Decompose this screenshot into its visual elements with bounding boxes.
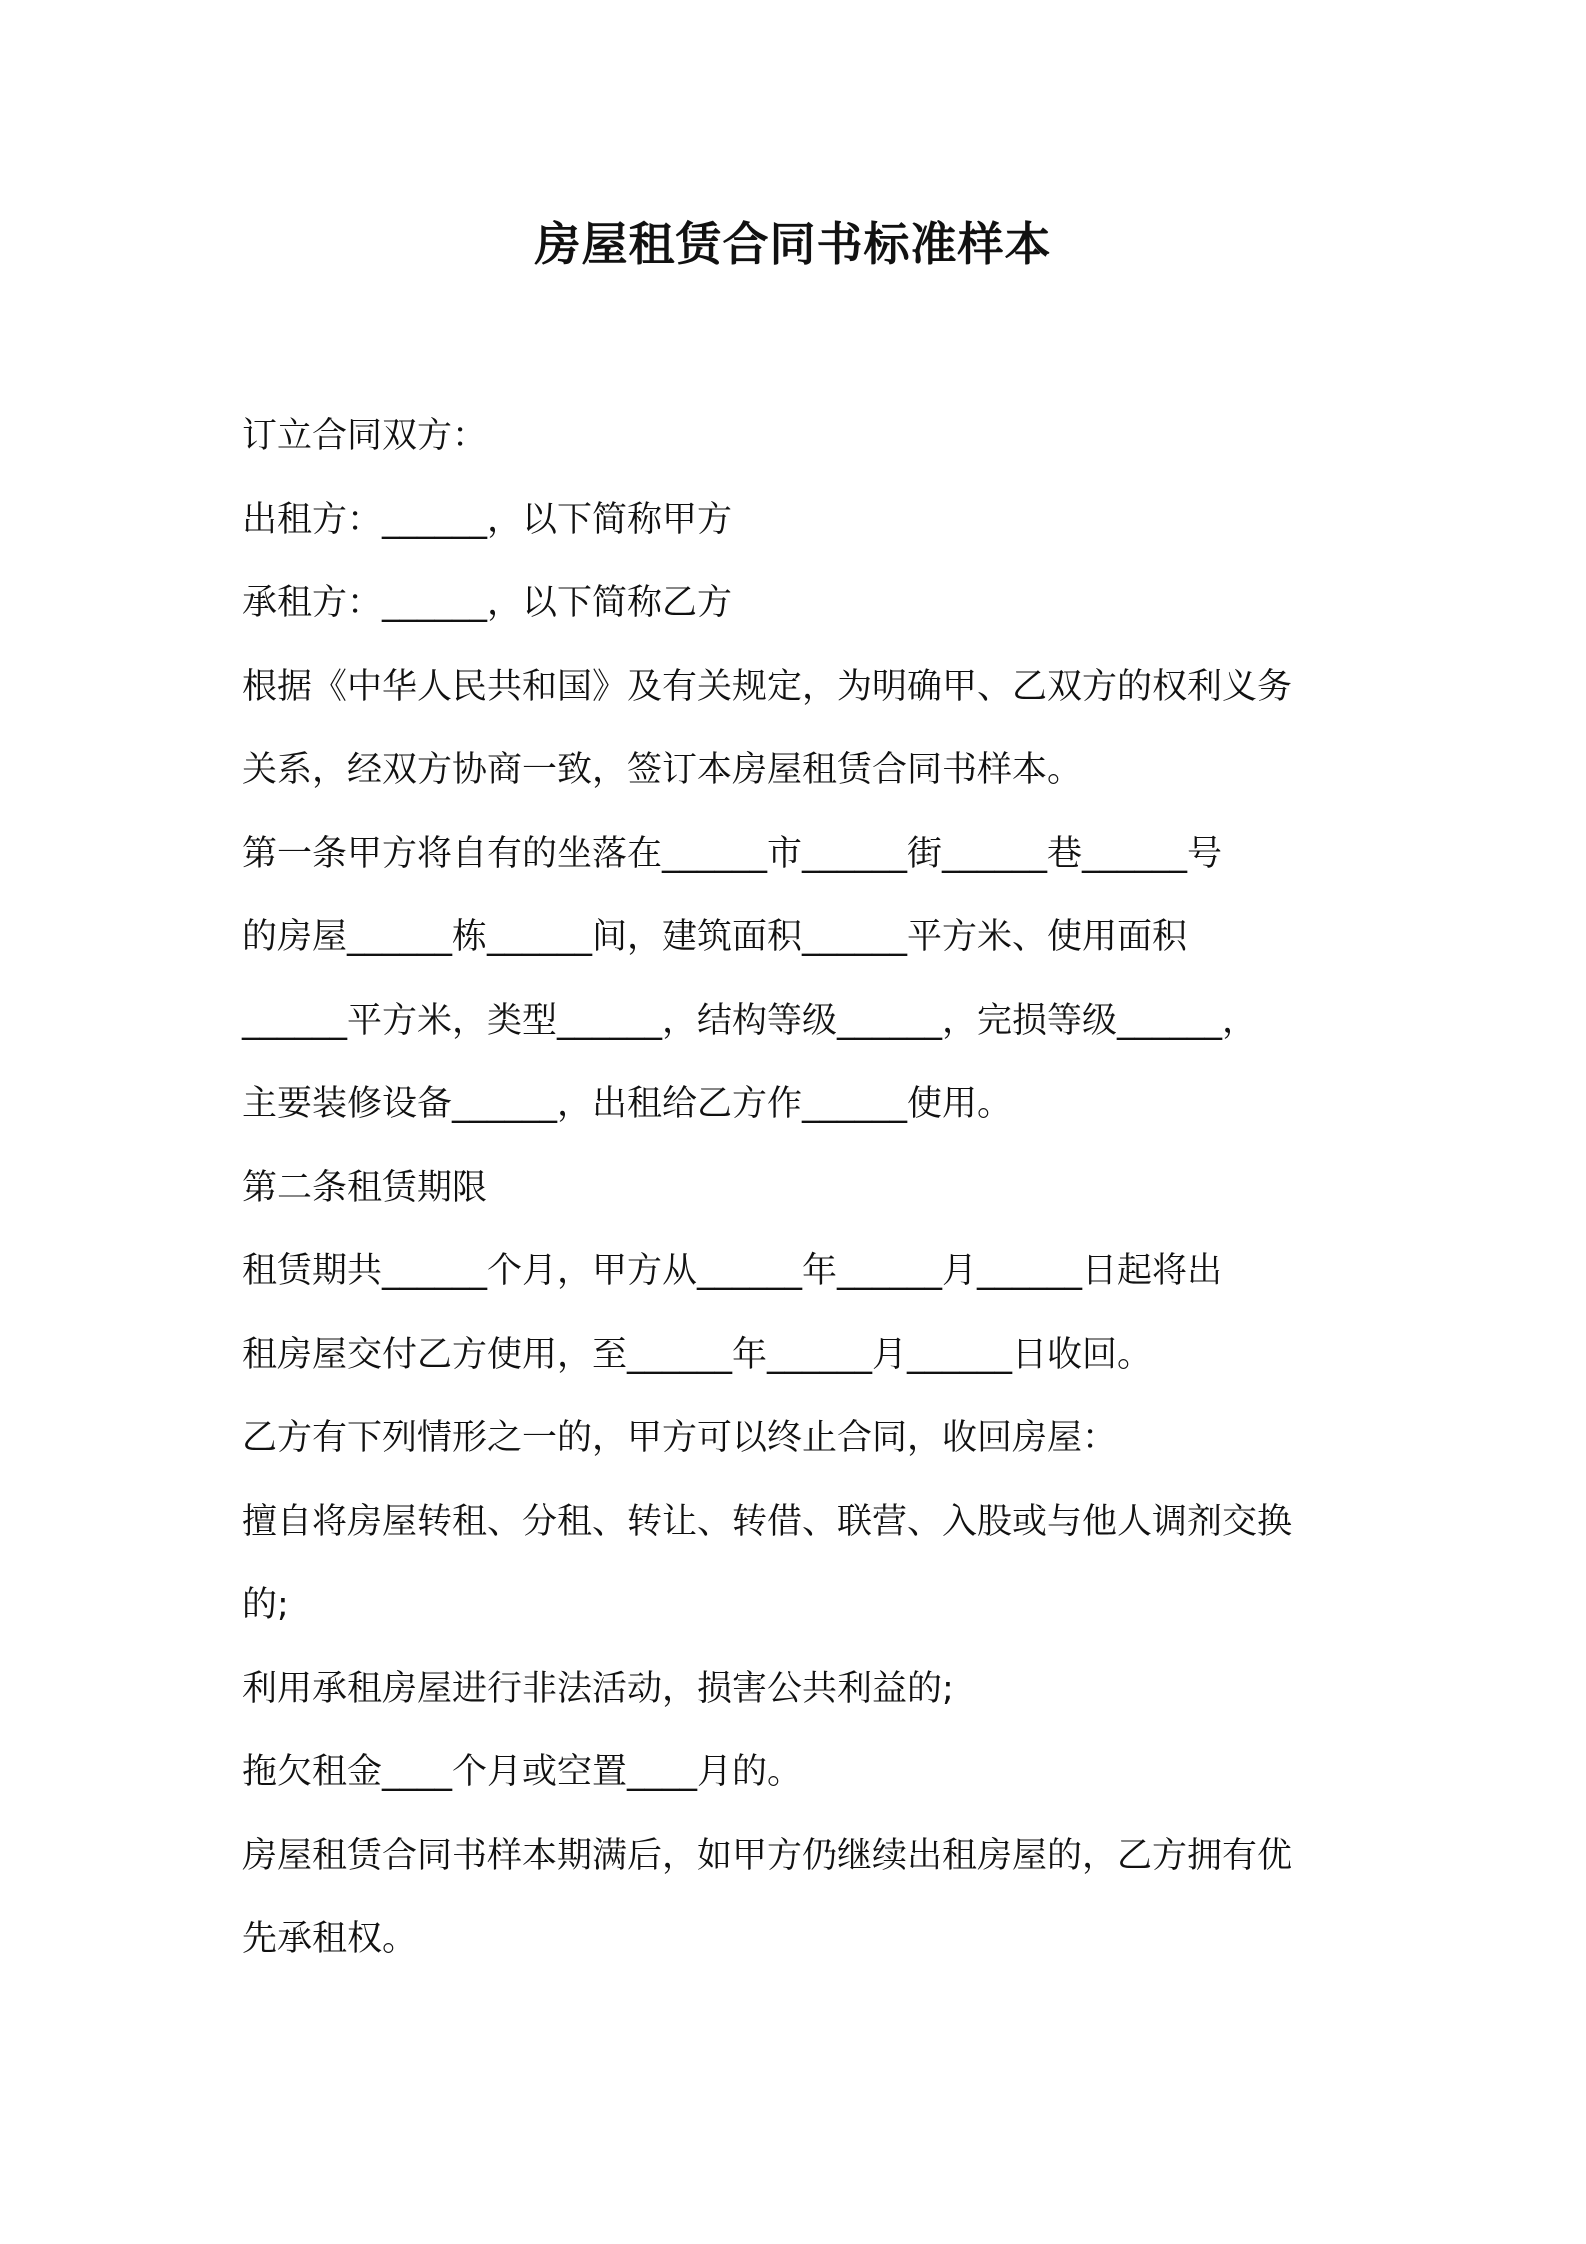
text-line-article1-1: 第一条甲方将自有的坐落在______市______街______巷______号 <box>242 833 1223 874</box>
text-line-renewal-2: 先承租权。 <box>242 1919 418 1959</box>
text-line-article1-3: ______平方米，类型______，结构等级______，完损等级______， <box>242 1000 1258 1041</box>
document-body <box>242 408 1382 1995</box>
text-line-lessor: 出租方：______，以下简称甲方 <box>242 499 733 540</box>
text-line-term-1: 租赁期共______个月，甲方从______年______月______日起将出 <box>242 1251 1223 1291</box>
text-line-preamble-2: 关系，经双方协商一致，签订本房屋租赁合同书样本。 <box>242 750 1083 790</box>
text-line-termination-case2: 利用承租房屋进行非法活动，损害公共利益的; <box>242 1668 954 1709</box>
text-line-term-2: 租房屋交付乙方使用，至______年______月______日收回。 <box>242 1334 1153 1375</box>
document-title: 房屋租赁合同书标准样本 <box>534 217 1052 271</box>
text-line-termination-intro: 乙方有下列情形之一的，甲方可以终止合同，收回房屋： <box>242 1418 1118 1458</box>
text-line-renewal-1: 房屋租赁合同书样本期满后，如甲方仍继续出租房屋的，乙方拥有优 <box>242 1835 1293 1876</box>
text-line-article1-2: 的房屋______栋______间，建筑面积______平方米、使用面积 <box>242 917 1188 957</box>
text-line-article2-heading: 第二条租赁期限 <box>242 1167 488 1208</box>
text-line-termination-case1-1: 擅自将房屋转租、分租、转让、转借、联营、入股或与他人调剂交换 <box>242 1501 1293 1542</box>
text-line-parties-heading: 订立合同双方： <box>242 416 488 456</box>
text-line-lessee: 承租方：______，以下简称乙方 <box>242 583 733 623</box>
text-line-termination-case1-2: 的; <box>242 1585 289 1625</box>
text-line-preamble-1: 根据《中华人民共和国》及有关规定，为明确甲、乙双方的权利义务 <box>242 666 1293 707</box>
text-line-termination-case3: 拖欠租金____个月或空置____月的。 <box>242 1752 803 1792</box>
text-line-article1-4: 主要装修设备______，出租给乙方作______使用。 <box>242 1084 1013 1124</box>
